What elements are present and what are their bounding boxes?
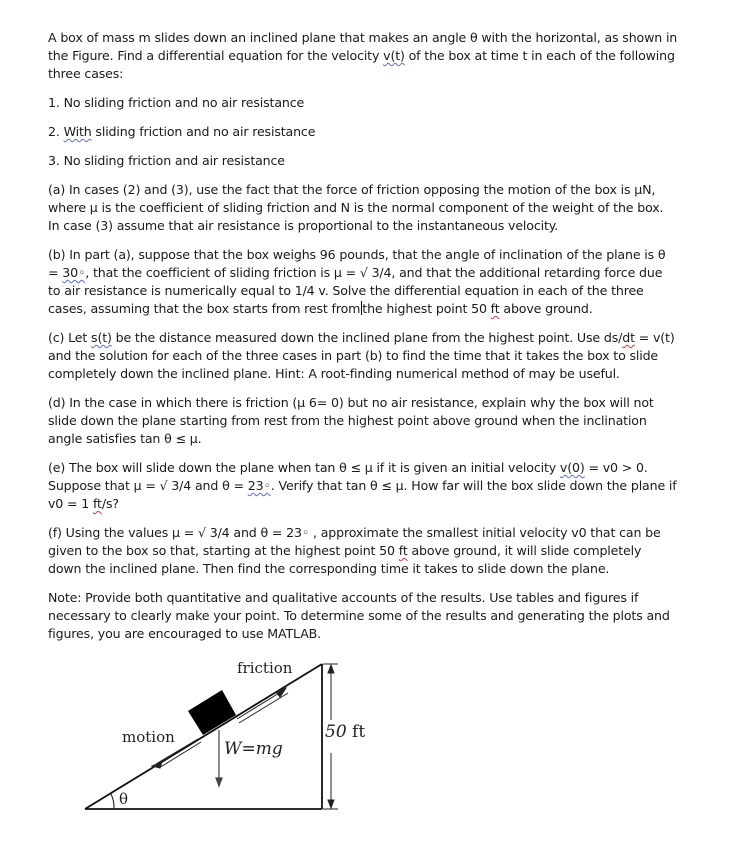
friction-arrow bbox=[237, 688, 288, 723]
spellcheck-flag-vt: v(t) bbox=[383, 48, 405, 63]
part-d: (d) In the case in which there is friction (μ 6= 0) but no air resistance, explain why the box will not slide down the plane starting from rest from the highest point above ground when the inclination angle satisfies tan θ ≤ μ. bbox=[48, 395, 654, 446]
case-3: 3. No sliding friction and air resistance bbox=[48, 153, 285, 168]
spellcheck-flag-fts: ft bbox=[93, 496, 102, 511]
intro-paragraph: A box of mass m slides down an inclined plane that makes an angle θ with the horizontal, as shown in the Figure. Find a differential equation for the velocity v(t) of the box at time t in each of the following three cases: bbox=[48, 30, 678, 81]
angle-label: θ bbox=[119, 790, 129, 808]
inclined-plane-figure bbox=[80, 640, 400, 840]
part-b: (b) In part (a), suppose that the box weighs 96 pounds, that the angle of inclination of the plane is θ = 30◦, that the coefficient of sliding friction is μ = √ 3/4, and that the additional retarding force due to air resistance is numerically equal to 1/4 v. Solve the differential equation in each of the three cases, assuming that the box starts from rest from the highest point 50 ft above ground. bbox=[48, 247, 666, 316]
spellcheck-flag-dt: dt bbox=[622, 330, 635, 345]
spellcheck-flag-30deg: 30◦ bbox=[62, 265, 86, 280]
part-a: (a) In cases (2) and (3), use the fact that the force of friction opposing the motion of the box is μN, where μ is the coefficient of sliding friction and N is the normal component of the weight of the box. In case (3) assume that air resistance is proportional to the instantaneous velocity. bbox=[48, 182, 664, 233]
weight-arrow bbox=[216, 730, 222, 786]
incline-triangle bbox=[85, 664, 322, 809]
case-1: 1. No sliding friction and no air resistance bbox=[48, 95, 305, 110]
box-icon bbox=[188, 690, 236, 735]
part-f: (f) Using the values μ = √ 3/4 and θ = 23◦ , approximate the smallest initial velocity v0 that can be given to the box so that, starting at the highest point 50 ft above ground, it will slide completely down the inclined plane. Then find the corresponding time it takes to slide down the plane. bbox=[48, 525, 661, 576]
spellcheck-flag-ft2: ft bbox=[398, 543, 408, 558]
problem-document bbox=[48, 29, 678, 654]
friction-label: friction bbox=[237, 659, 293, 677]
spellcheck-flag-st: s(t) bbox=[91, 330, 112, 345]
grammar-flag-with: With bbox=[63, 124, 92, 139]
spellcheck-flag-ft: ft bbox=[490, 301, 500, 316]
case-2: 2. With sliding friction and no air resistance bbox=[48, 124, 316, 139]
part-e: (e) The box will slide down the plane when tan θ ≤ μ if it is given an initial velocity v(0) = v0 > 0. Suppose that μ = √ 3/4 and θ = 23◦. Verify that tan θ ≤ μ. How far will the box slide down the plane if v0 = 1 ft/s? bbox=[48, 460, 677, 511]
spellcheck-flag-v0: v(0) bbox=[559, 460, 585, 475]
part-c: (c) Let s(t) be the distance measured down the inclined plane from the highest point. Use ds/dt = v(t) and the solution for each of the three cases in part (b) to find the time that it takes the box to slide completely down the inclined plane. Hint: A root-finding numerical method of may be useful. bbox=[48, 330, 675, 381]
angle-arc bbox=[111, 794, 114, 809]
weight-label: W=mg bbox=[224, 739, 283, 759]
spellcheck-flag-23deg: 23◦ bbox=[247, 478, 271, 493]
motion-label: motion bbox=[122, 728, 175, 746]
height-label: 50 ft bbox=[325, 722, 366, 742]
note-paragraph: Note: Provide both quantitative and qualitative accounts of the results. Use tables and figures if necessary to clearly make your point. To determine some of the results and generating the plots and figures, you are encouraged to use MATLAB. bbox=[48, 590, 670, 641]
